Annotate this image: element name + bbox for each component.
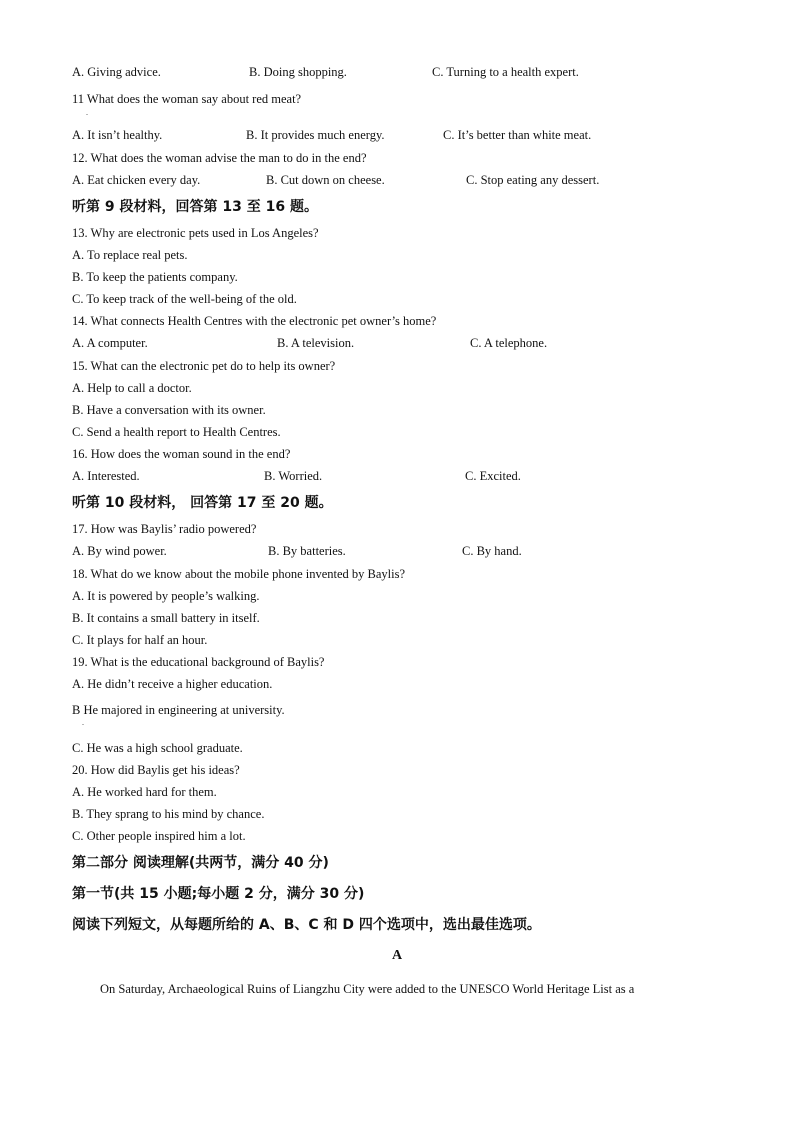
section-9-heading: 听第 9 段材料，回答第 13 至 16 题。 — [72, 199, 318, 215]
q17-option-c: C. By hand. — [462, 544, 522, 558]
q16-option-b: B. Worried. — [264, 469, 323, 483]
section-10-heading: 听第 10 段材料， 回答第 17 至 20 题。 — [72, 495, 333, 511]
q18-option-c: C. It plays for half an hour. — [72, 633, 208, 647]
q13-option-a: A. To replace real pets. — [72, 248, 188, 262]
q10-option-c: C. Turning to a health expert. — [432, 65, 579, 79]
q10-option-a: A. Giving advice. — [72, 65, 161, 79]
q19-stem: 19. What is the educational background of Baylis? — [72, 655, 325, 669]
q16-stem: 16. How does the woman sound in the end? — [72, 447, 291, 461]
q19-option-a: A. He didn’t receive a higher education. — [72, 677, 273, 691]
q13-option-b: B. To keep the patients company. — [72, 270, 238, 284]
q15-option-b: B. Have a conversation with its owner. — [72, 403, 266, 417]
q18-option-b: B. It contains a small battery in itself. — [72, 611, 260, 625]
q11-option-b: B. It provides much energy. — [246, 128, 385, 142]
q12-stem: 12. What does the woman advise the man to do in the end? — [72, 151, 367, 165]
q20-option-c: C. Other people inspired him a lot. — [72, 829, 246, 843]
q19-option-b: B He majored in engineering at university. — [72, 703, 285, 717]
q12-option-b: B. Cut down on cheese. — [266, 173, 385, 187]
q20-stem: 20. How did Baylis get his ideas? — [72, 763, 240, 777]
q15-option-a: A. Help to call a doctor. — [72, 381, 192, 395]
q14-option-b: B. A television. — [277, 336, 355, 350]
q18-option-a: A. It is powered by people’s walking. — [72, 589, 260, 603]
q20-option-b: B. They sprang to his mind by chance. — [72, 807, 265, 821]
q12-option-a: A. Eat chicken every day. — [72, 173, 201, 187]
q15-stem: 15. What can the electronic pet do to help its owner? — [72, 359, 336, 373]
q17-option-b: B. By batteries. — [268, 544, 346, 558]
q20-option-a: A. He worked hard for them. — [72, 785, 217, 799]
q16-option-c: C. Excited. — [465, 469, 521, 483]
q15-option-c: C. Send a health report to Health Centres. — [72, 425, 281, 439]
q11-option-a: A. It isn’t healthy. — [72, 128, 163, 142]
reading-instruction: 阅读下列短文，从每题所给的 A、B、C 和 D 四个选项中，选出最佳选项。 — [72, 917, 541, 933]
q12-option-c: C. Stop eating any dessert. — [466, 173, 600, 187]
q19-option-c: C. He was a high school graduate. — [72, 741, 243, 755]
q16-option-a: A. Interested. — [72, 469, 140, 483]
q17-option-a: A. By wind power. — [72, 544, 167, 558]
stray-dot: . — [82, 718, 84, 727]
q11-option-c: C. It’s better than white meat. — [443, 128, 592, 142]
part-2-heading: 第二部分 阅读理解(共两节，满分 40 分) — [72, 855, 329, 871]
q18-stem: 18. What do we know about the mobile phone invented by Baylis? — [72, 567, 406, 581]
q14-stem: 14. What connects Health Centres with the electronic pet owner’s home? — [72, 314, 437, 328]
q14-option-a: A. A computer. — [72, 336, 148, 350]
section-1-heading: 第一节(共 15 小题;每小题 2 分，满分 30 分) — [72, 886, 365, 902]
q10-option-b: B. Doing shopping. — [249, 65, 347, 79]
q17-stem: 17. How was Baylis’ radio powered? — [72, 522, 257, 536]
q14-option-c: C. A telephone. — [470, 336, 548, 350]
passage-label: A — [391, 948, 403, 963]
q11-stem: 11 What does the woman say about red meat? — [72, 92, 302, 106]
q13-option-c: C. To keep track of the well-being of the old. — [72, 292, 297, 306]
passage-first-line: On Saturday, Archaeological Ruins of Liangzhu City were added to the UNESCO World Heritage List as a — [100, 982, 635, 996]
q13-stem: 13. Why are electronic pets used in Los Angeles? — [72, 226, 319, 240]
stray-dot: . — [86, 108, 88, 117]
